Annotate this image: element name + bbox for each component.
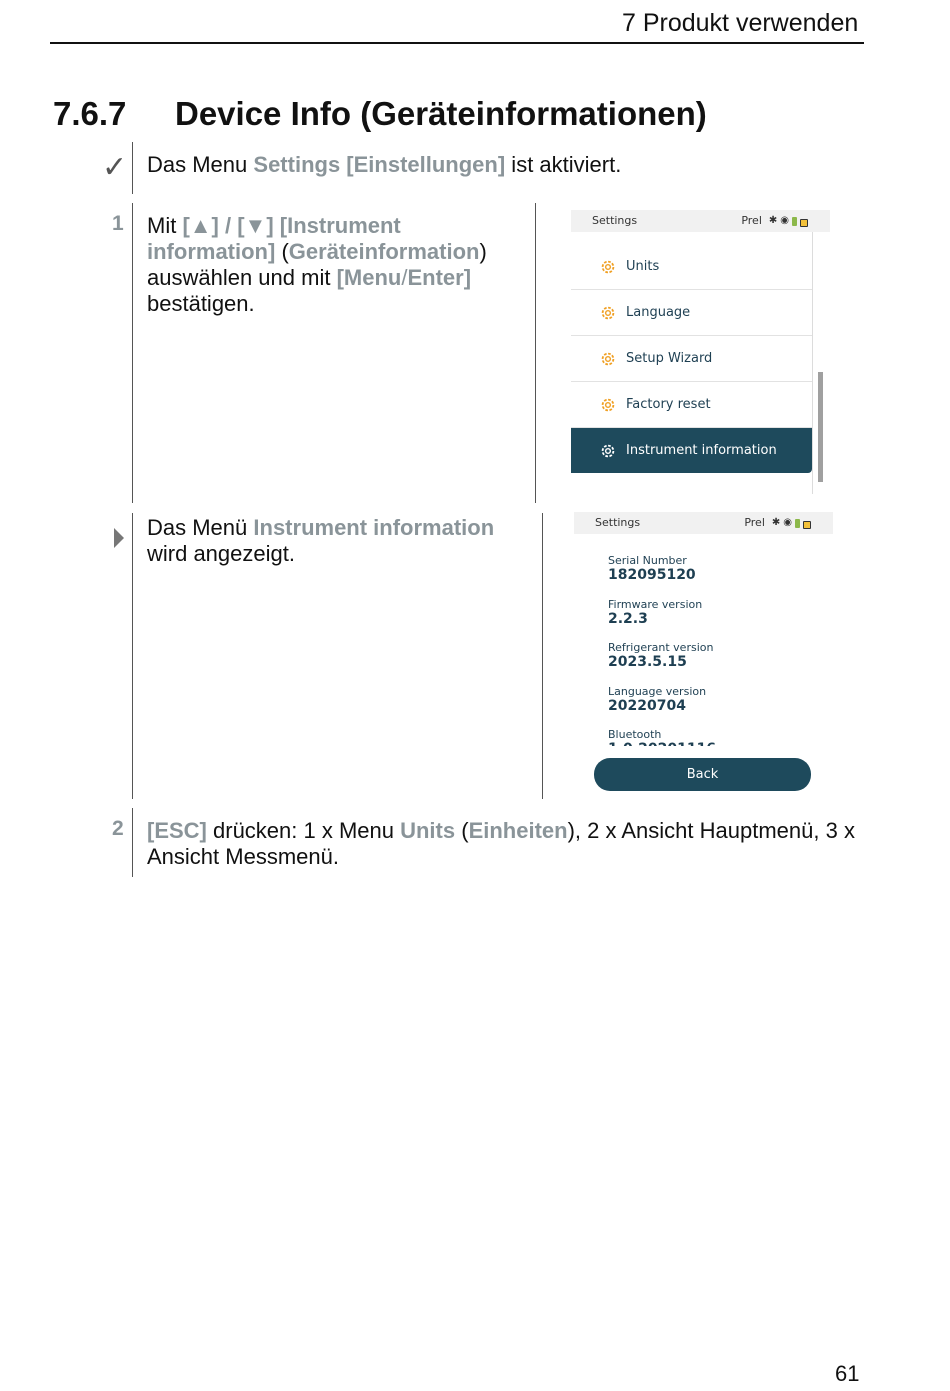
step1-slash: / — [401, 265, 408, 290]
menu-item-label: Factory reset — [626, 397, 711, 412]
prerequisite-text-after: ist aktiviert. — [505, 152, 622, 177]
prerequisite-highlight: Settings [Einstellungen] — [253, 152, 506, 177]
step2-units: Units — [400, 818, 456, 843]
step1-key-menu: [Menu — [336, 265, 402, 290]
step-divider — [132, 808, 133, 877]
status-bar — [744, 512, 811, 534]
result-highlight: Instrument information — [253, 515, 495, 540]
menu-item-label: Language — [626, 305, 691, 320]
lock-icon — [800, 219, 808, 227]
step1-paren-close: ) — [479, 239, 487, 264]
result-text — [147, 515, 527, 567]
info-firmware-version — [608, 598, 702, 628]
lock-icon — [803, 521, 811, 529]
bluetooth-icon: ✱ — [771, 517, 781, 528]
step-number: 2 — [112, 817, 124, 840]
info-serial-number — [608, 554, 696, 584]
menu-item-label: Setup Wizard — [626, 351, 713, 366]
step1-paren-open: ( — [275, 239, 289, 264]
menu-item-label: Units — [626, 259, 660, 274]
info-value: 182095120 — [608, 567, 696, 583]
info-label: Serial Number — [608, 554, 687, 567]
prerequisite-text — [147, 152, 847, 178]
scroll-clip — [574, 746, 833, 758]
info-value: 2.2.3 — [608, 611, 648, 627]
header-rule — [50, 42, 864, 44]
prel-indicator: Prel — [744, 516, 765, 529]
menu-item-language[interactable] — [571, 290, 812, 336]
status-bar — [741, 210, 808, 232]
menu-item-instrument-information[interactable] — [571, 428, 812, 473]
menu-item-factory-reset[interactable] — [571, 382, 812, 428]
step2-einheiten: Einheiten — [468, 818, 568, 843]
info-language-version — [608, 685, 706, 715]
step1-key-enter: Enter] — [407, 265, 472, 290]
result-text-before: Das Menü — [147, 515, 254, 540]
info-value: 20220704 — [608, 698, 686, 714]
step1-keys: [▲] / [▼] [Instrument information] — [147, 213, 401, 264]
menu-item-label: Instrument information — [626, 443, 777, 458]
connection-icon: ◉ — [783, 517, 792, 528]
settings-menu-screenshot — [571, 210, 830, 490]
section-title: Device Info (Geräteinformationen) — [175, 95, 707, 132]
scrollbar-track — [812, 232, 813, 494]
info-label: Refrigerant version — [608, 641, 714, 654]
bluetooth-icon: ✱ — [768, 215, 778, 226]
connection-icon: ◉ — [780, 215, 789, 226]
step2-text-a: drücken: 1 x Menu — [206, 818, 401, 843]
step2-key-esc: [ESC] — [147, 818, 207, 843]
step-divider — [132, 513, 133, 799]
gear-icon — [599, 396, 617, 414]
gear-icon — [599, 442, 617, 460]
prerequisite-text-before: Das Menu — [147, 152, 254, 177]
back-button[interactable]: Back — [594, 758, 811, 791]
section-number: 7.6.7 — [53, 95, 127, 132]
column-divider — [542, 513, 543, 799]
prel-indicator: Prel — [741, 214, 762, 227]
settings-menu-list — [571, 244, 812, 473]
screen-title: Settings — [592, 214, 638, 227]
column-divider — [535, 203, 536, 503]
info-label: Bluetooth — [608, 728, 662, 741]
step1-text — [147, 213, 517, 317]
step2-text — [147, 818, 857, 870]
page-number: 61 — [835, 1361, 860, 1386]
gear-icon — [599, 258, 617, 276]
step2-paren-open: ( — [455, 818, 469, 843]
gear-icon — [599, 304, 617, 322]
battery-icon — [792, 217, 797, 226]
step1-mit: Mit — [147, 213, 183, 238]
screen-header — [574, 512, 833, 534]
gear-icon — [599, 350, 617, 368]
info-value: 2023.5.15 — [608, 654, 687, 670]
instrument-information-screenshot — [574, 512, 833, 794]
screen-title: Settings — [595, 516, 641, 529]
step-divider — [132, 203, 133, 503]
menu-item-setup-wizard[interactable] — [571, 336, 812, 382]
step1-end: bestätigen. — [147, 291, 255, 316]
screen-header — [571, 210, 830, 232]
step2-text-b: ), 2 x Ansicht Hauptmenü, 3 x Ansicht Messmenü. — [147, 818, 855, 869]
step1-middle: auswählen und mit — [147, 265, 337, 290]
battery-icon — [795, 519, 800, 528]
step-number: 1 — [112, 212, 124, 235]
info-label: Firmware version — [608, 598, 703, 611]
scrollbar-thumb[interactable] — [818, 372, 823, 482]
info-label: Language version — [608, 685, 707, 698]
step-divider — [132, 142, 133, 194]
running-header: 7 Produkt verwenden — [622, 9, 859, 37]
check-icon: ✓ — [102, 151, 128, 184]
info-refrigerant-version — [608, 641, 713, 671]
result-arrow-icon — [114, 528, 124, 548]
step1-german-name: Geräteinformation — [288, 239, 480, 264]
menu-item-units[interactable] — [571, 244, 812, 290]
result-text-after: wird angezeigt. — [147, 541, 295, 566]
